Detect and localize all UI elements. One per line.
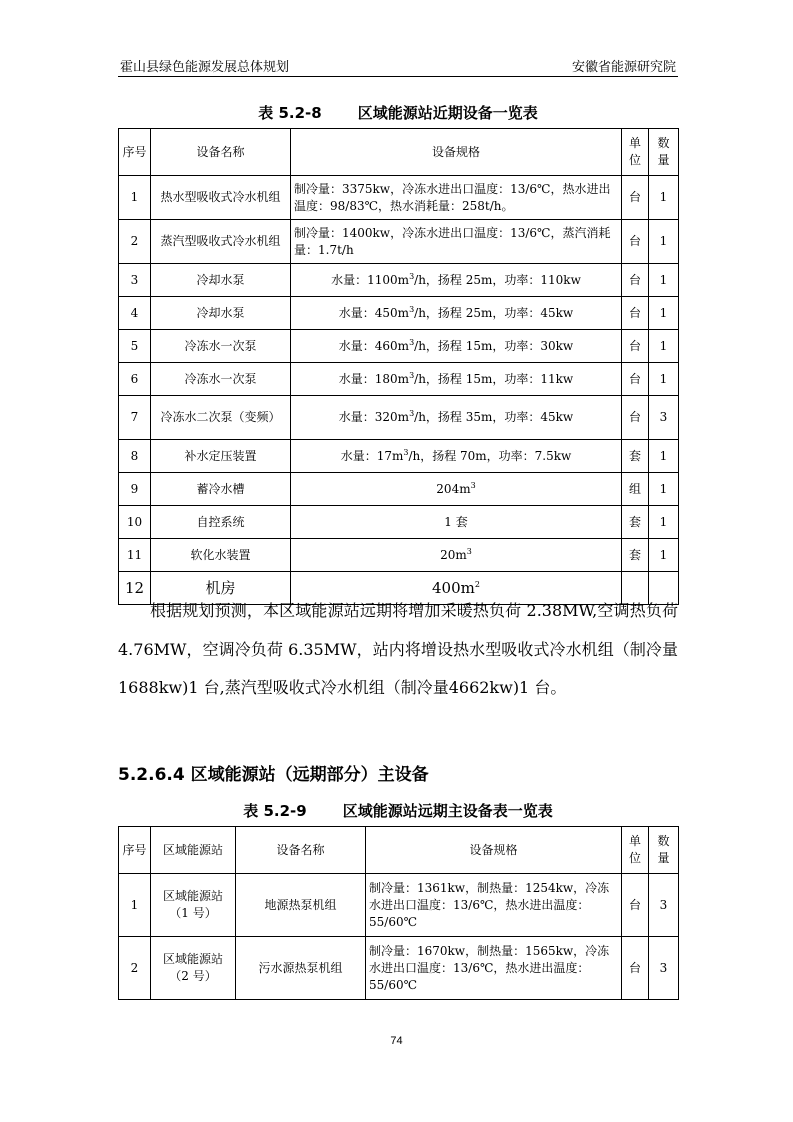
equipment-qty: 1 [649,363,679,396]
row-number: 8 [119,440,151,473]
equipment-unit: 台 [622,396,649,440]
equipment-name: 热水型吸收式冷水机组 [151,176,291,220]
table2-header-spec: 设备规格 [366,827,622,874]
page-header [118,50,678,77]
header-document-title: 霍山县绿色能源发展总体规划 [120,60,290,75]
equipment-qty: 1 [649,176,679,220]
table-row [119,396,679,440]
table2-header-row [119,827,679,874]
equipment-spec: 水量：$460m^3/h$，扬程 15m，功率：30kw [291,330,622,363]
equipment-name: 蒸汽型吸收式冷水机组 [151,220,291,264]
row-number: 1 [119,874,151,937]
equipment-unit: 台 [622,330,649,363]
table-row [119,176,679,220]
table1-header-row [119,129,679,176]
table1-caption-number: 表 5.2-8 [258,104,322,122]
table2-header-name: 设备名称 [236,827,366,874]
row-number: 6 [119,363,151,396]
station-name: 区域能源站（1 号） [151,874,236,937]
equipment-unit: 组 [622,473,649,506]
table-row [119,473,679,506]
table2-caption-number: 表 5.2-9 [243,802,307,820]
table2-header-qty: 数量 [649,827,679,874]
equipment-name: 冷却水泵 [151,264,291,297]
equipment-qty: 1 [649,220,679,264]
equipment-table-near-term [118,128,679,605]
station-name: 区域能源站（2 号） [151,937,236,1000]
header-organization: 安徽省能源研究院 [571,60,676,75]
equipment-qty: 3 [649,937,679,1000]
equipment-qty: 1 [649,539,679,572]
equipment-name: 冷冻水一次泵 [151,330,291,363]
equipment-spec: 制冷量：1670kw，制热量：1565kw，冷冻水进出口温度：13/6℃，热水进出温度：55/60℃ [366,937,622,1000]
table-row [119,220,679,264]
table2-header-station: 区域能源站 [151,827,236,874]
equipment-unit: 台 [622,220,649,264]
row-number: 10 [119,506,151,539]
row-number: 12 [119,572,151,605]
equipment-unit: 套 [622,440,649,473]
equipment-unit: 套 [622,506,649,539]
row-number: 1 [119,176,151,220]
row-number: 7 [119,396,151,440]
equipment-spec: 制冷量：1400kw，冷冻水进出口温度：13/6℃，蒸汽消耗量：1.7t/h [291,220,622,264]
equipment-spec: 水量：$180m^3/h$，扬程 15m，功率：11kw [291,363,622,396]
table1-header-unit: 单位 [622,129,649,176]
equipment-qty: 1 [649,506,679,539]
equipment-name: 地源热泵机组 [236,874,366,937]
row-number: 9 [119,473,151,506]
equipment-qty: 1 [649,440,679,473]
equipment-spec: 制冷量：1361kw，制热量：1254kw，冷冻水进出口温度：13/6℃，热水进出温度：55/60℃ [366,874,622,937]
equipment-unit: 台 [622,937,649,1000]
equipment-qty: 3 [649,396,679,440]
table1-caption [118,102,678,123]
page-number: 74 [390,1035,403,1047]
row-number: 2 [119,937,151,1000]
equipment-name: 污水源热泵机组 [236,937,366,1000]
equipment-unit: 台 [622,363,649,396]
table1-header-name: 设备名称 [151,129,291,176]
table1-header-qty: 数量 [649,129,679,176]
equipment-table-long-term [118,826,679,1000]
equipment-name: 软化水装置 [151,539,291,572]
equipment-qty: 1 [649,473,679,506]
table1-header-spec: 设备规格 [291,129,622,176]
table2-caption [118,800,678,821]
equipment-name: 机房 [151,572,291,605]
equipment-name: 冷冻水二次泵（变频） [151,396,291,440]
equipment-name: 蓄冷水槽 [151,473,291,506]
equipment-qty: 3 [649,874,679,937]
equipment-qty: 1 [649,330,679,363]
table1-caption-title: 区域能源站近期设备一览表 [357,104,538,122]
row-number: 3 [119,264,151,297]
equipment-spec: 水量：$320m^3/h$，扬程 35m，功率：45kw [291,396,622,440]
equipment-name: 补水定压装置 [151,440,291,473]
equipment-spec: $20m^3$ [291,539,622,572]
equipment-unit: 套 [622,539,649,572]
row-number: 11 [119,539,151,572]
table-row [119,363,679,396]
equipment-spec: 水量：$450m^3/h$，扬程 25m，功率：45kw [291,297,622,330]
table-row [119,874,679,937]
table1-header-no: 序号 [119,129,151,176]
equipment-spec: 1 套 [291,506,622,539]
table-row [119,937,679,1000]
equipment-unit: 台 [622,874,649,937]
table2-header-no: 序号 [119,827,151,874]
table-row [119,297,679,330]
equipment-spec: 制冷量：3375kw，冷冻水进出口温度：13/6℃，热水进出温度：98/83℃，热水消耗量：258t/h。 [291,176,622,220]
table-row [119,330,679,363]
table-row [119,264,679,297]
table2-caption-title: 区域能源站远期主设备表一览表 [342,802,553,820]
equipment-name: 冷冻水一次泵 [151,363,291,396]
row-number: 2 [119,220,151,264]
equipment-unit: 台 [622,176,649,220]
equipment-spec: $400m^2$ [291,572,622,605]
equipment-spec: 水量：$1100m^3/h$，扬程 25m，功率：110kw [291,264,622,297]
body-paragraph: 根据规划预测，本区域能源站远期将增加采暖热负荷 2.38MW,空调热负荷 4.76MW，空调冷负荷 6.35MW，站内将增设热水型吸收式冷水机组（制冷量 1688kw)1 台,蒸汽型吸收式冷水机组（制冷量4662kw)1 台。 [118,601,678,697]
row-number: 4 [119,297,151,330]
table-row [119,506,679,539]
equipment-qty: 1 [649,264,679,297]
equipment-unit: 台 [622,264,649,297]
table-row [119,539,679,572]
table2-header-unit: 单位 [622,827,649,874]
equipment-spec: $204m^3$ [291,473,622,506]
section-heading: 5.2.6.4 区域能源站（远期部分）主设备 [118,765,429,785]
equipment-name: 自控系统 [151,506,291,539]
equipment-qty: 1 [649,297,679,330]
equipment-spec: 水量：$17m^3/h$，扬程 70m，功率：7.5kw [291,440,622,473]
row-number: 5 [119,330,151,363]
equipment-unit: 台 [622,297,649,330]
table-row [119,440,679,473]
equipment-name: 冷却水泵 [151,297,291,330]
